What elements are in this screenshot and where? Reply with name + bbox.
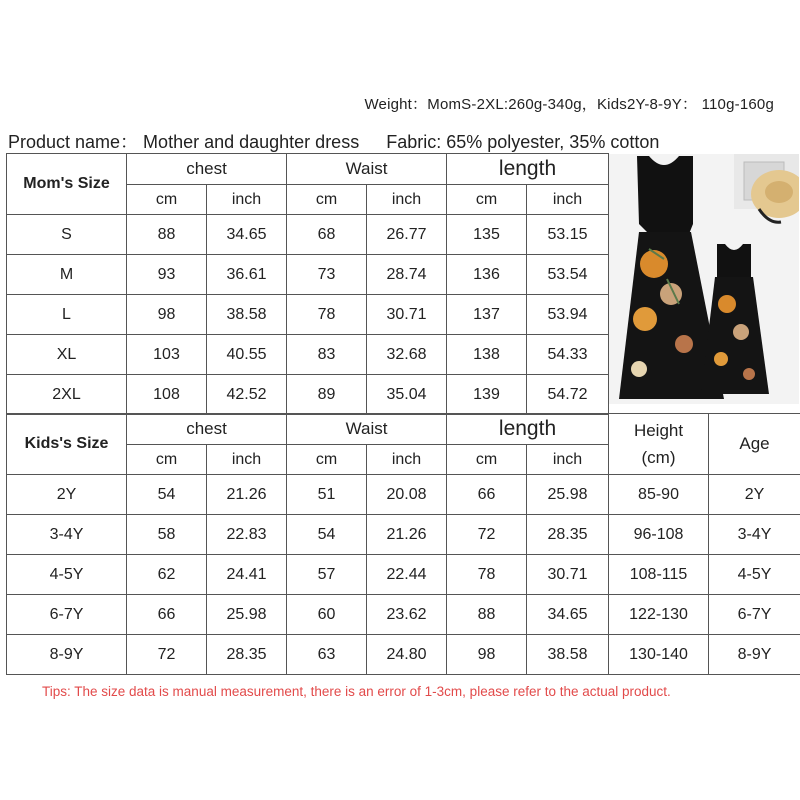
value-cell: 72	[127, 635, 207, 675]
value-cell: 21.26	[367, 515, 447, 555]
value-cell: 20.08	[367, 475, 447, 515]
size-cell: 2XL	[7, 375, 127, 415]
kids-table-body	[7, 475, 800, 675]
value-cell: 38.58	[527, 635, 609, 675]
value-cell: 73	[287, 255, 367, 295]
unit-cell: inch	[527, 445, 609, 475]
unit-cell: cm	[127, 185, 207, 215]
mom-chest-header: chest	[127, 154, 287, 185]
kids-waist-header: Waist	[287, 414, 447, 445]
value-cell: 122-130	[609, 595, 709, 635]
value-cell: 137	[447, 295, 527, 335]
value-cell: 96-108	[609, 515, 709, 555]
value-cell: 53.94	[527, 295, 609, 335]
size-cell: M	[7, 255, 127, 295]
value-cell: 30.71	[367, 295, 447, 335]
value-cell: 2Y	[709, 475, 800, 515]
value-cell: 51	[287, 475, 367, 515]
value-cell: 25.98	[207, 595, 287, 635]
table-row	[7, 555, 800, 595]
value-cell: 8-9Y	[709, 635, 800, 675]
value-cell: 78	[287, 295, 367, 335]
unit-cell: cm	[287, 445, 367, 475]
value-cell: 78	[447, 555, 527, 595]
value-cell: 83	[287, 335, 367, 375]
value-cell: 24.80	[367, 635, 447, 675]
value-cell: 130-140	[609, 635, 709, 675]
value-cell: 54.72	[527, 375, 609, 415]
table-row	[7, 635, 800, 675]
size-cell: XL	[7, 335, 127, 375]
value-cell: 108-115	[609, 555, 709, 595]
unit-cell: cm	[447, 445, 527, 475]
mom-size-header: Mom's Size	[7, 154, 127, 215]
value-cell: 28.35	[207, 635, 287, 675]
mom-length-header: length	[447, 154, 609, 185]
value-cell: 68	[287, 215, 367, 255]
kids-size-header: Kids's Size	[7, 414, 127, 475]
table-row	[7, 475, 800, 515]
value-cell: 93	[127, 255, 207, 295]
value-cell: 98	[127, 295, 207, 335]
value-cell: 136	[447, 255, 527, 295]
value-cell: 30.71	[527, 555, 609, 595]
value-cell: 22.44	[367, 555, 447, 595]
value-cell: 53.54	[527, 255, 609, 295]
value-cell: 62	[127, 555, 207, 595]
value-cell: 89	[287, 375, 367, 415]
product-line	[8, 128, 659, 154]
unit-cell: inch	[367, 445, 447, 475]
mom-table-body	[7, 215, 609, 415]
size-cell: 4-5Y	[7, 555, 127, 595]
value-cell: 88	[447, 595, 527, 635]
kids-age-header: Age	[709, 414, 800, 475]
value-cell: 24.41	[207, 555, 287, 595]
value-cell: 34.65	[527, 595, 609, 635]
table-row	[7, 375, 609, 415]
value-cell: 40.55	[207, 335, 287, 375]
size-cell: L	[7, 295, 127, 335]
value-cell: 85-90	[609, 475, 709, 515]
value-cell: 53.15	[527, 215, 609, 255]
value-cell: 66	[127, 595, 207, 635]
unit-cell: inch	[367, 185, 447, 215]
kids-chest-header: chest	[127, 414, 287, 445]
value-cell: 3-4Y	[709, 515, 800, 555]
unit-cell: cm	[127, 445, 207, 475]
value-cell: 135	[447, 215, 527, 255]
value-cell: 28.35	[527, 515, 609, 555]
value-cell: 6-7Y	[709, 595, 800, 635]
value-cell: 103	[127, 335, 207, 375]
value-cell: 60	[287, 595, 367, 635]
value-cell: 42.52	[207, 375, 287, 415]
value-cell: 138	[447, 335, 527, 375]
value-cell: 25.98	[527, 475, 609, 515]
unit-cell: cm	[447, 185, 527, 215]
value-cell: 98	[447, 635, 527, 675]
mom-size-table	[6, 153, 609, 415]
table-row	[7, 295, 609, 335]
value-cell: 35.04	[367, 375, 447, 415]
dress-product-photo	[609, 154, 799, 404]
product-name: Product name： Mother and daughter dress	[8, 132, 360, 152]
mom-waist-header: Waist	[287, 154, 447, 185]
kids-height-header: Height (cm)	[609, 414, 709, 475]
size-cell: S	[7, 215, 127, 255]
value-cell: 28.74	[367, 255, 447, 295]
table-row	[7, 215, 609, 255]
size-cell: 3-4Y	[7, 515, 127, 555]
value-cell: 34.65	[207, 215, 287, 255]
size-cell: 2Y	[7, 475, 127, 515]
value-cell: 63	[287, 635, 367, 675]
value-cell: 58	[127, 515, 207, 555]
table-row	[7, 515, 800, 555]
table-row	[7, 335, 609, 375]
size-cell: 8-9Y	[7, 635, 127, 675]
value-cell: 22.83	[207, 515, 287, 555]
kids-length-header: length	[447, 414, 609, 445]
value-cell: 88	[127, 215, 207, 255]
value-cell: 139	[447, 375, 527, 415]
size-cell: 6-7Y	[7, 595, 127, 635]
unit-cell: cm	[287, 185, 367, 215]
fabric-info: Fabric: 65% polyester, 35% cotton	[386, 132, 660, 152]
tips-note: Tips: The size data is manual measurement, there is an error of 1-3cm, please refer to the actual product.	[42, 684, 671, 699]
unit-cell: inch	[207, 445, 287, 475]
value-cell: 32.68	[367, 335, 447, 375]
value-cell: 36.61	[207, 255, 287, 295]
unit-cell: inch	[207, 185, 287, 215]
value-cell: 26.77	[367, 215, 447, 255]
value-cell: 21.26	[207, 475, 287, 515]
weight-info: Weight：MomS-2XL:260g-340g，Kids2Y-8-9Y： 110g-160g	[364, 96, 774, 113]
value-cell: 57	[287, 555, 367, 595]
value-cell: 4-5Y	[709, 555, 800, 595]
value-cell: 72	[447, 515, 527, 555]
value-cell: 54	[287, 515, 367, 555]
value-cell: 108	[127, 375, 207, 415]
value-cell: 54.33	[527, 335, 609, 375]
kids-size-table	[6, 413, 800, 675]
unit-cell: inch	[527, 185, 609, 215]
value-cell: 66	[447, 475, 527, 515]
value-cell: 23.62	[367, 595, 447, 635]
table-row	[7, 255, 609, 295]
value-cell: 38.58	[207, 295, 287, 335]
value-cell: 54	[127, 475, 207, 515]
table-row	[7, 595, 800, 635]
